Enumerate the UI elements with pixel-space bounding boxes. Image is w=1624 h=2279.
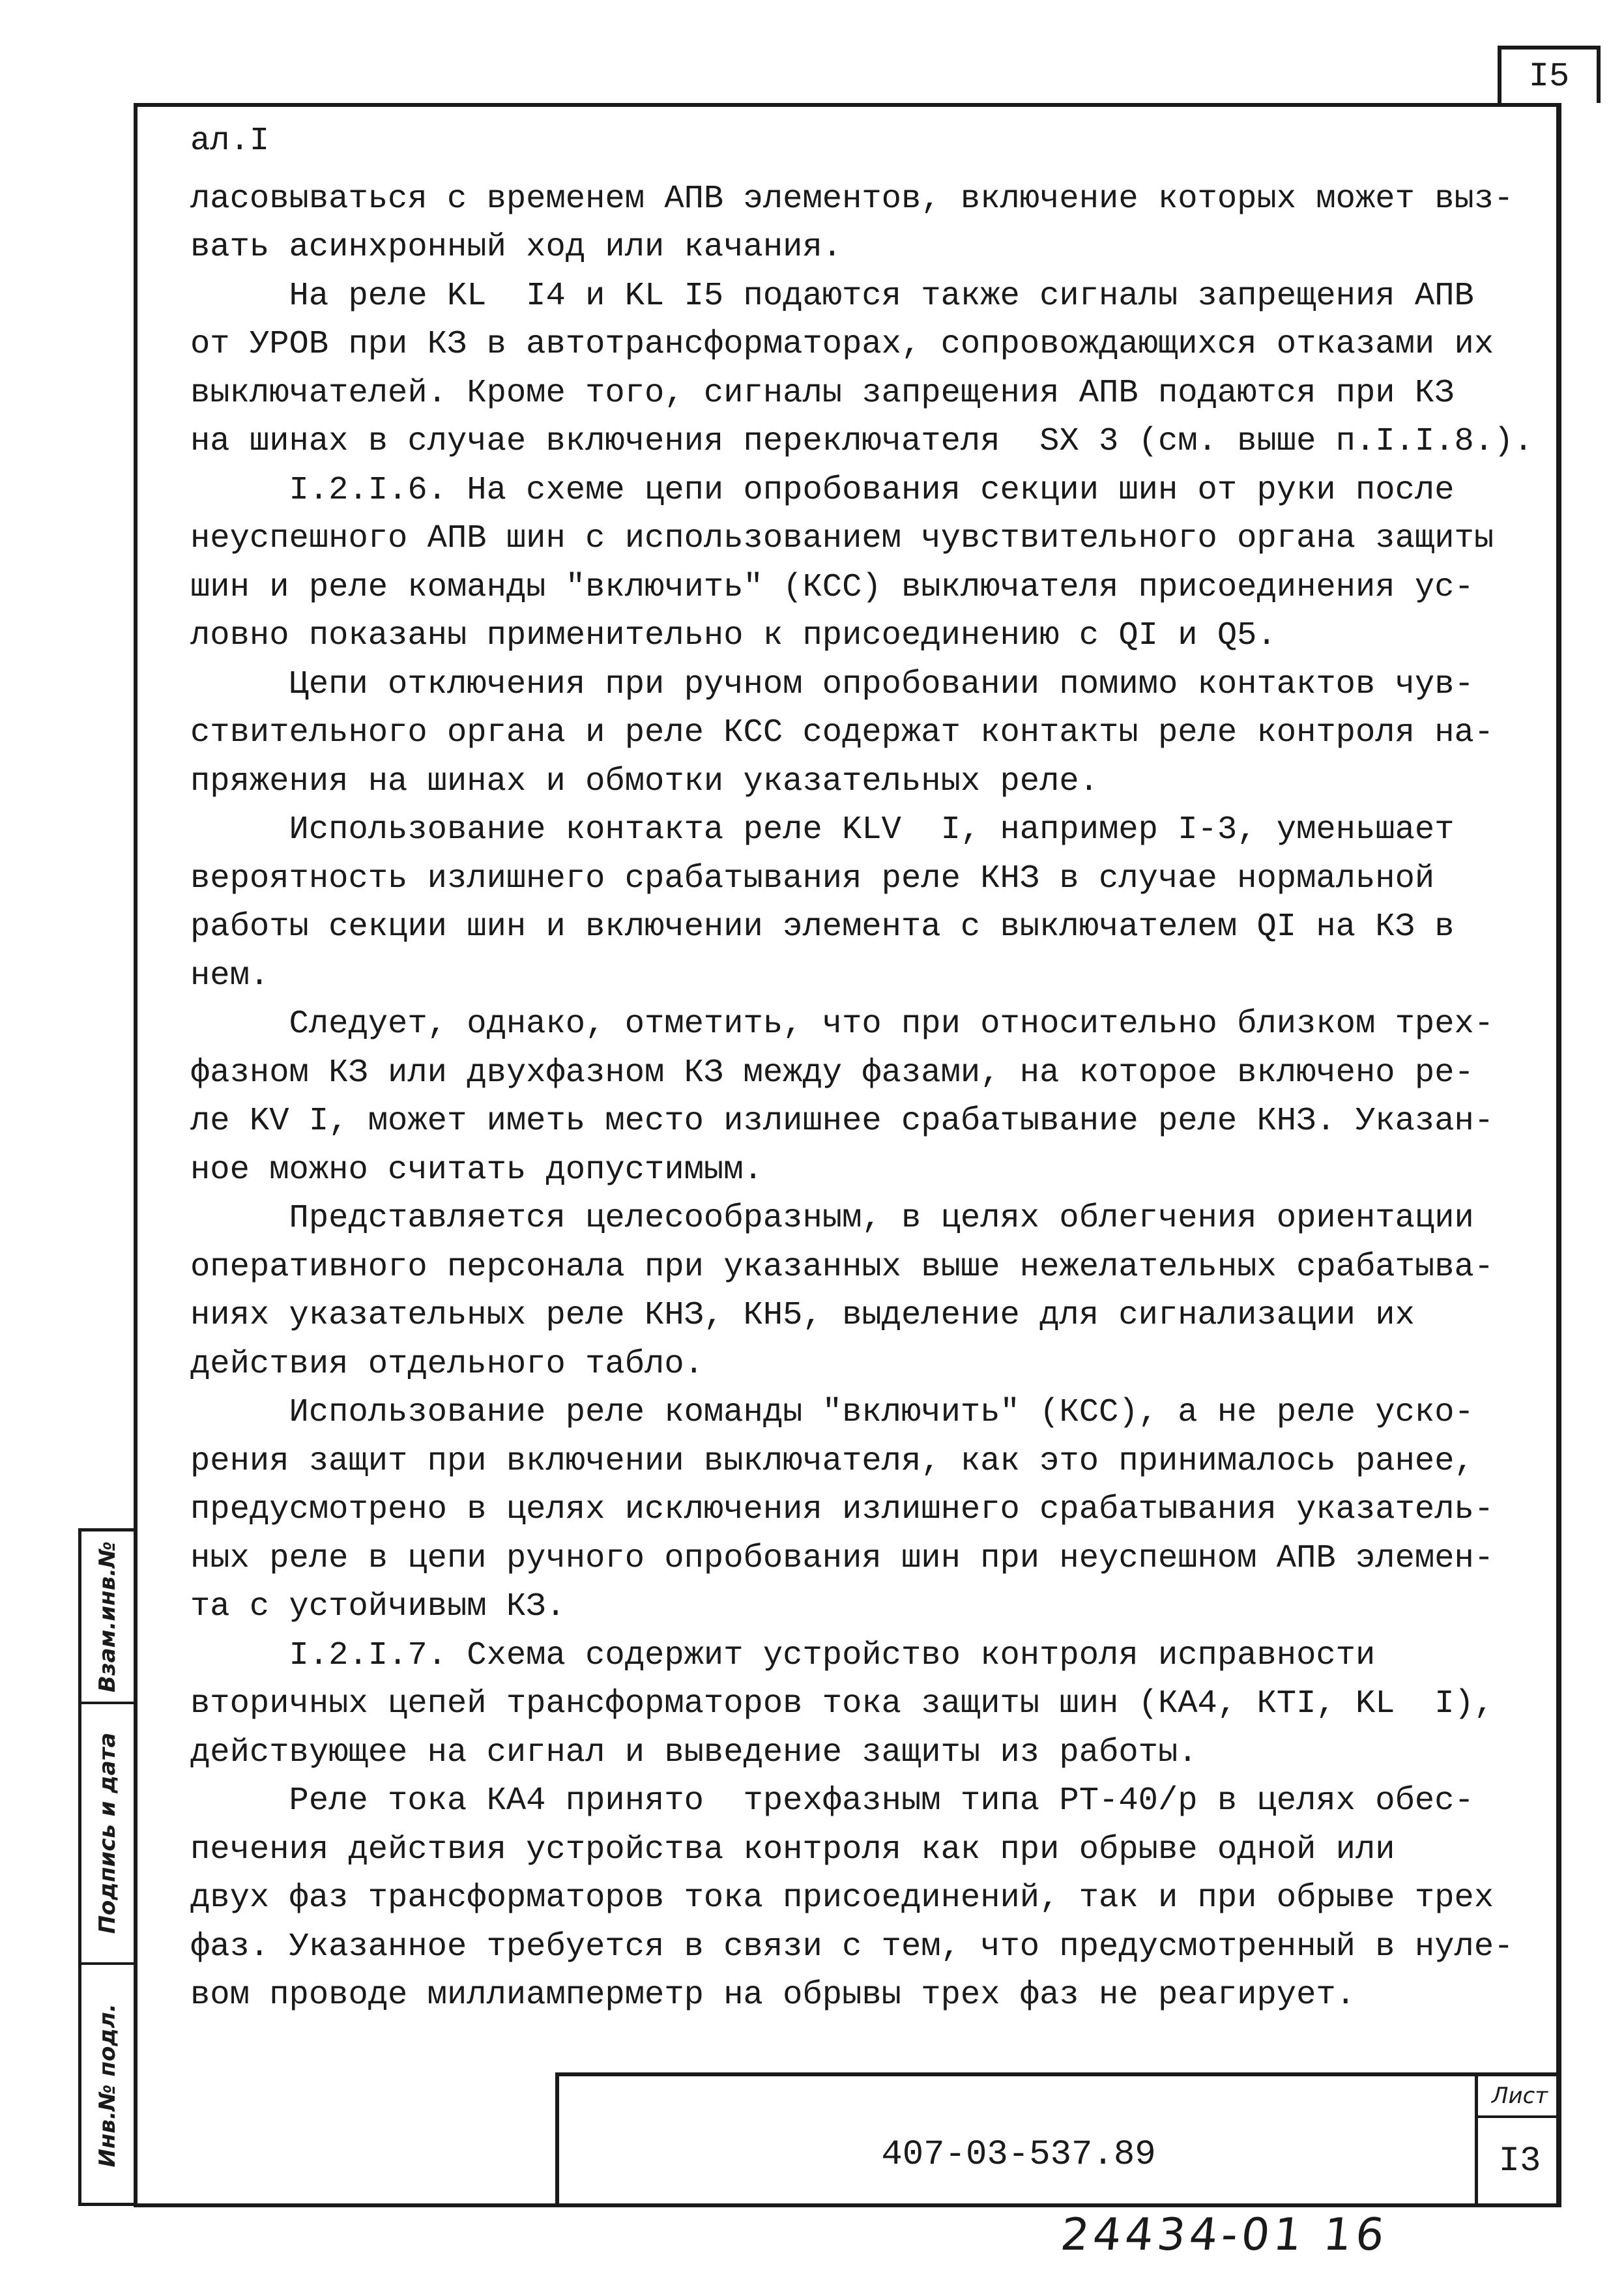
document-code: 407-03-537.89 xyxy=(881,2135,1156,2175)
text-line: пряжения на шинах и обмотки указательных реле. xyxy=(190,762,1099,800)
text-line: вом проводе миллиамперметр на обрывы трех фаз не реагирует. xyxy=(190,1977,1356,2014)
text-line: вероятность излишнего срабатывания реле КНЗ в случае нормальной xyxy=(190,860,1435,897)
text-line: та с устойчивым КЗ. xyxy=(190,1588,566,1625)
title-block xyxy=(555,2072,1561,2207)
text-line: I.2.I.7. Схема содержит устройство контроля исправности xyxy=(190,1636,1376,1674)
text-line: Следует, однако, отметить, что при относительно близком трех- xyxy=(190,1006,1494,1043)
text-line: Представляется целесообразным, в целях облегчения ориентации xyxy=(190,1200,1474,1237)
text-line: Цепи отключения при ручном опробовании помимо контактов чув- xyxy=(190,665,1474,703)
side-stamp-replacement-label: Взам.инв.№ xyxy=(94,1541,121,1692)
text-line: рения защит при включении выключателя, как это принималось ранее, xyxy=(190,1442,1474,1480)
sheet-box xyxy=(1475,2076,1561,2207)
text-line: неуспешного АПВ шин с использованием чувствительного органа защиты xyxy=(190,520,1494,557)
text-line: ласовываться с временем АПВ элементов, включение которых может выз- xyxy=(190,180,1514,218)
page-number: I5 xyxy=(1498,46,1601,103)
text-line: предусмотрено в целях исключения излишнего срабатывания указатель- xyxy=(190,1491,1494,1528)
paragraph-lines xyxy=(190,175,1533,2020)
text-line: шин и реле команды "включить" (КСС) выключателя присоединения ус- xyxy=(190,568,1474,606)
side-stamp-cell-inventory xyxy=(81,1965,134,2206)
text-line: ловно показаны применительно к присоединению с QI и Q5. xyxy=(190,617,1277,654)
sheet-number: I3 xyxy=(1498,2141,1541,2181)
text-line: На реле KL I4 и KL I5 подаются также сигналы запрещения АПВ xyxy=(190,277,1474,315)
text-line: вать асинхронный ход или качания. xyxy=(190,229,843,266)
text-line: двух фаз трансформаторов тока присоединений, так и при обрыве трех xyxy=(190,1880,1494,1917)
text-line: нем. xyxy=(190,957,270,994)
text-line: оперативного персонала при указанных выше нежелательных срабатыва- xyxy=(190,1248,1494,1286)
text-line: вторичных цепей трансформаторов тока защиты шин (КА4, КТI, KL I), xyxy=(190,1685,1494,1722)
side-stamp xyxy=(78,1528,134,2206)
side-stamp-cell-signature xyxy=(81,1704,134,1965)
sheet-header: ал.I xyxy=(190,123,270,160)
handwritten-archive-number: 24434-01 16 xyxy=(1058,2209,1391,2261)
text-line: ниях указательных реле КНЗ, КН5, выделение для сигнализации их xyxy=(190,1297,1415,1334)
text-line: ле KV I, может иметь место излишнее срабатывание реле КНЗ. Указан- xyxy=(190,1103,1494,1140)
text-line: I.2.I.6. На схеме цепи опробования секции шин от руки после xyxy=(190,471,1455,509)
document-body xyxy=(190,117,1533,2020)
text-line: от УРОВ при КЗ в автотрансформаторах, сопровождающихся отказами их xyxy=(190,326,1494,363)
side-stamp-signature-label: Подпись и дата xyxy=(94,1732,121,1934)
text-line: Использование контакта реле KLV I, например I-3, уменьшает xyxy=(190,811,1455,849)
text-line: Использование реле команды "включить" (КСС), а не реле уско- xyxy=(190,1394,1474,1431)
text-line: Реле тока КА4 принято трехфазным типа РТ-40/р в целях обес- xyxy=(190,1782,1474,1820)
text-line: действующее на сигнал и выведение защиты из работы. xyxy=(190,1734,1198,1771)
text-line: выключателей. Кроме того, сигналы запрещения АПВ подаются при КЗ xyxy=(190,374,1455,412)
text-line: действия отдельного табло. xyxy=(190,1345,704,1383)
text-line: ное можно считать допустимым. xyxy=(190,1151,763,1189)
side-stamp-cell-replacement xyxy=(81,1531,134,1704)
text-line: на шинах в случае включения переключателя SX 3 (см. выше п.I.I.8.). xyxy=(190,423,1533,460)
text-line: работы секции шин и включении элемента с выключателем QI на КЗ в xyxy=(190,908,1455,946)
sheet-label: Лист xyxy=(1478,2076,1561,2118)
text-line: ствительного органа и реле КСС содержат контакты реле контроля на- xyxy=(190,714,1494,751)
text-line: ных реле в цепи ручного опробования шин при неуспешном АПВ элемен- xyxy=(190,1539,1494,1577)
side-stamp-inventory-label: Инв.№ подл. xyxy=(94,2003,121,2168)
text-line: печения действия устройства контроля как при обрыве одной или xyxy=(190,1831,1395,1868)
text-line: фазном КЗ или двухфазном КЗ между фазами, на которое включено ре- xyxy=(190,1054,1474,1092)
text-line: фаз. Указанное требуется в связи с тем, что предусмотренный в нуле- xyxy=(190,1928,1514,1966)
